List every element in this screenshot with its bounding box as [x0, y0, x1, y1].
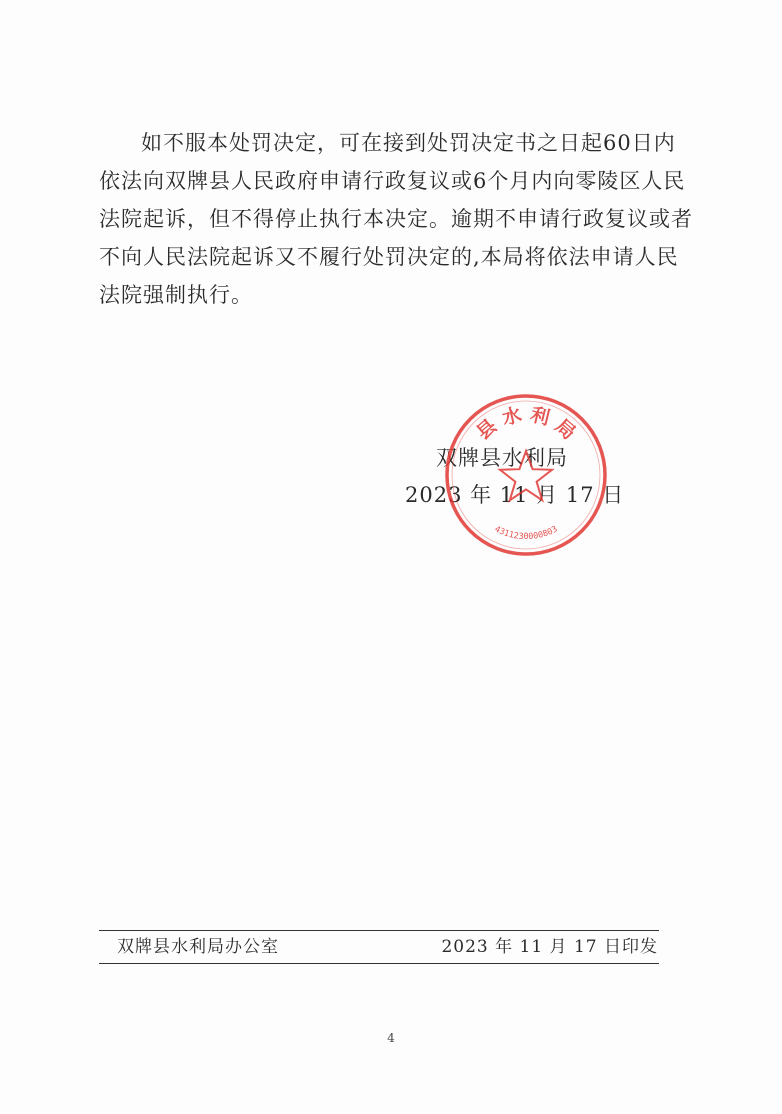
signing-date: 2023 年 11 月 17 日 [405, 483, 625, 507]
paragraph-line: 不向人民法院起诉又不履行处罚决定的,本局将依法申请人民 [99, 245, 679, 269]
paragraph-line: 法院强制执行。 [99, 283, 253, 307]
footer-issue-date: 2023 年 11 月 17 日印发 [441, 937, 658, 957]
footer-rule-top [99, 930, 659, 931]
seal-top-text: 县 水 利 局 [472, 403, 580, 445]
signature-block [405, 440, 625, 514]
paragraph-line: 如不服本处罚决定，可在接到处罚决定书之日起60日内 [141, 131, 676, 155]
penalty-notice-paragraph [99, 124, 693, 314]
svg-text:4311230000803 [493, 524, 560, 542]
footer-rule-bottom [99, 963, 659, 964]
signing-organization: 双牌县水利局 [436, 446, 568, 470]
svg-text:县 水 利 局 [472, 403, 579, 444]
paragraph-line: 依法向双牌县人民政府申请行政复议或6个月内向零陵区人民 [99, 169, 686, 193]
page-number: 4 [387, 1031, 395, 1045]
paragraph-line: 法院起诉，但不得停止执行本决定。逾期不申请行政复议或者 [99, 207, 693, 231]
seal-serial-number: 4311230000803 [492, 524, 560, 543]
footer-issuer: 双牌县水利局办公室 [117, 937, 279, 957]
